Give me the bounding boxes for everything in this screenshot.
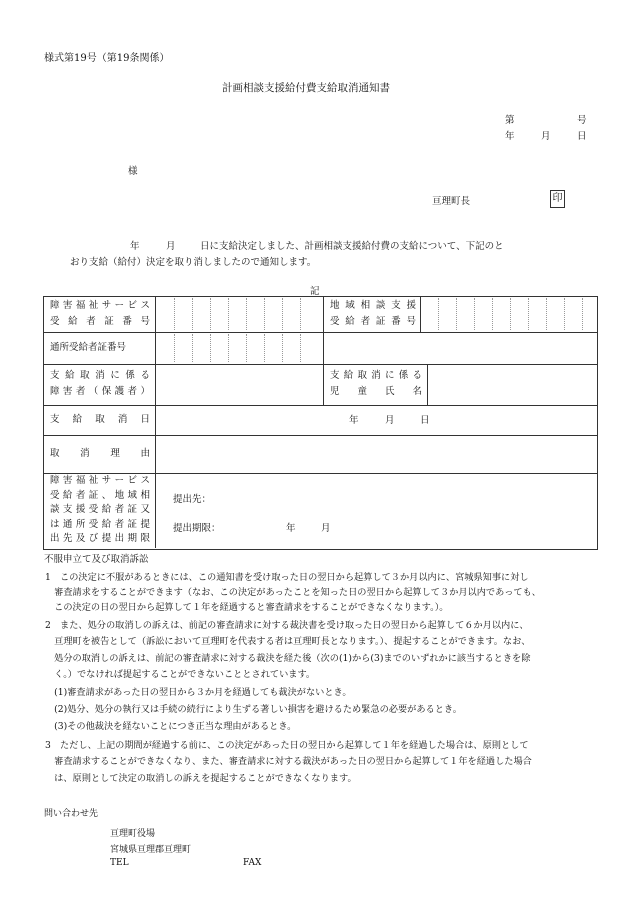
- r3-label2-line1: 支給取消に係る: [330, 370, 422, 381]
- r6-year: 年: [286, 523, 296, 534]
- form-number: 様式第19号（第19条関係）: [44, 53, 170, 64]
- r1-label2-line2: 受給者証番号: [330, 316, 416, 327]
- seal-mark: 印: [550, 190, 565, 208]
- intro-year: 年: [130, 241, 140, 252]
- r2-label: 通所受給者証番号: [50, 342, 127, 353]
- notes-heading: 不服申立て及び取消訴訟: [44, 554, 149, 565]
- r6-label-line2: 受給者証、地域相: [50, 489, 150, 501]
- note-line: この決定の日の翌日から起算して１年を経過すると審査請求をすることができなくなります。）。: [45, 602, 449, 613]
- r6-label-line5: 出先及び提出期限: [50, 533, 150, 545]
- r6-month: 月: [321, 523, 331, 534]
- note-line: 3 ただし、上記の期間が経過する前に、この決定があった日の翌日から起算して１年を経過した場合は、原則として: [45, 740, 529, 751]
- r4-label: 支給取消日: [50, 414, 150, 425]
- note-line: 1 この決定に不服があるときには、この通知書を受け取った日の翌日から起算して３か月以内に、宮城県知事に対し: [45, 572, 529, 583]
- contact-office: 亘理町役場: [110, 829, 156, 839]
- r6-deadline: 提出期限：: [173, 523, 221, 534]
- date-day: 日: [577, 131, 587, 142]
- addressee-suffix: 様: [128, 166, 138, 177]
- r4-day: 日: [420, 415, 430, 426]
- intro-line2: おり支給（給付）決定を取り消しましたので通知します。: [70, 257, 317, 268]
- r6-label-line3: 談支援受給者証又: [50, 504, 150, 516]
- date-year: 年: [505, 131, 515, 142]
- date-month: 月: [541, 131, 551, 142]
- contact-heading: 問い合わせ先: [44, 809, 99, 819]
- note-line: 亘理町を被告として（訴訟において亘理町を代表する者は亘理町長となります。）、提起することができます。なお、: [45, 636, 531, 647]
- r1-label-line1: 障害福祉サービス: [50, 300, 150, 311]
- note-line: は、原則として決定の取消しの訴えを提起することができなくなります。: [45, 773, 357, 784]
- ki-heading: 記: [310, 286, 320, 297]
- r6-label-line4: は通所受給者証提: [50, 518, 150, 530]
- contact-fax: FAX: [243, 858, 262, 868]
- doc-no-prefix: 第: [505, 115, 515, 126]
- r1-label-line2: 受給者証番号: [50, 316, 150, 327]
- r6-label-line1: 障害福祉サービス: [50, 475, 150, 486]
- note-line: (2)処分、処分の執行又は手続の続行により生ずる著しい損害を避けるため緊急の必要があるとき。: [45, 704, 462, 715]
- r3-label-line2: 障害者（保護者）: [50, 386, 150, 397]
- note-line: (3)その他裁決を経ないことにつき正当な理由があるとき。: [45, 721, 297, 732]
- r3-label2-line2: 児童氏名: [330, 386, 422, 397]
- r4-month: 月: [385, 415, 395, 426]
- r5-label: 取消理由: [50, 448, 150, 459]
- note-line: 処分の取消しの訴えは、前記の審査請求に対する裁決を経た後（次の(1)から(3)までのいずれかに該当するときを除: [45, 653, 531, 664]
- note-line: (1)審査請求があった日の翌日から３か月を経過しても裁決がないとき。: [45, 687, 352, 698]
- document-title: 計画相談支援給付費支給取消通知書: [222, 82, 390, 94]
- note-line: く。）でなければ提起することができないこととされています。: [45, 669, 316, 680]
- r6-destination: 提出先：: [173, 494, 212, 505]
- contact-tel: TEL: [110, 858, 129, 868]
- note-line: 2 また、処分の取消しの訴えは、前記の審査請求に対する裁決書を受け取った日の翌日から起算して６か月以内に、: [45, 620, 529, 631]
- note-line: 審査請求をすることができます（なお、この決定があったことを知った日の翌日から起算して３か月以内であっても、: [45, 587, 541, 598]
- contact-address: 宮城県亘理郡亘理町: [110, 845, 192, 855]
- issuer-name: 亘理町長: [432, 196, 471, 207]
- intro-month: 月: [166, 241, 176, 252]
- note-line: 審査請求することができなくなり、また、審査請求に対する裁決があった日の翌日から起算して１年を経過した場合: [45, 756, 532, 767]
- r1-label2-line1: 地域相談支援: [330, 300, 416, 311]
- r3-label-line1: 支給取消に係る: [50, 370, 150, 381]
- intro-line1: 日に支給決定しました、計画相談支援給付費の支給について、下記のと: [200, 241, 504, 252]
- doc-no-suffix: 号: [577, 115, 587, 126]
- r4-year: 年: [349, 415, 359, 426]
